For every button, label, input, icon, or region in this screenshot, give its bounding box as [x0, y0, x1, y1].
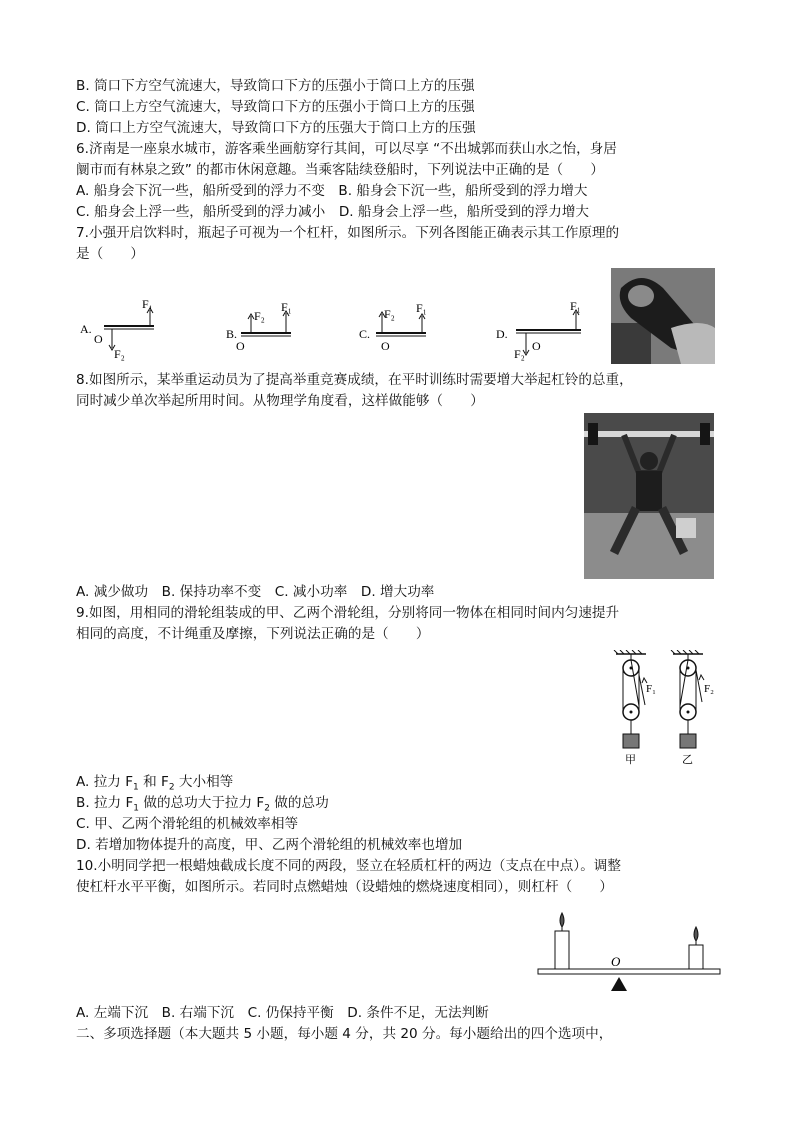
q10-candle-lever-diagram: [536, 905, 726, 997]
section2-heading: 二、多项选择题（本大题共 5 小题，每小题 4 分，共 20 分。每小题给出的四个选项中，: [76, 1026, 613, 1042]
q9-option-c: C. 甲、乙两个滑轮组的机械效率相等: [76, 816, 299, 832]
q9b-sub1: 1: [133, 803, 140, 814]
weightlifter-photo: [584, 413, 714, 579]
q9a-mid: 和 F: [138, 774, 169, 790]
q7-a-o: O: [94, 332, 103, 346]
q7-b-o: O: [236, 339, 245, 353]
q7-c-f2: F₂: [384, 307, 395, 321]
q7-diagram-b: [226, 300, 292, 353]
q10-stem-line1: 10.小明同学把一根蜡烛截成长度不同的两段，竖立在轻质杠杆的两边（支点在中点）。调整: [76, 858, 621, 874]
q8-options: A. 减少做功 B. 保持功率不变 C. 减小功率 D. 增大功率: [76, 584, 435, 600]
q7-stem-line2: 是（ ）: [76, 246, 144, 262]
q6-options-ab: A. 船身会下沉一些，船所受到的浮力不变 B. 船身会下沉一些，船所受到的浮力增大: [76, 183, 588, 199]
q7-b-f2: F₂: [254, 309, 265, 323]
q7-a-f1: F₁: [142, 298, 153, 311]
q9b-post: 做的总功: [269, 795, 329, 811]
pulley-system-jia: [623, 654, 656, 765]
q9-pulley-diagram: [598, 650, 723, 765]
q8-stem-line1: 8.如图所示，某举重运动员为了提高举重竞赛成绩，在平时训练时需要增大举起杠铃的总重，: [76, 372, 633, 388]
q10-o: O: [611, 954, 621, 969]
q7-a-f2: F₂: [114, 347, 125, 361]
bottle-opener-photo: [611, 268, 715, 364]
q6-options-cd: C. 船身会上浮一些，船所受到的浮力减小 D. 船身会上浮一些，船所受到的浮力增大: [76, 204, 590, 220]
q7-c-o: O: [381, 339, 390, 353]
pulley-system-yi: [680, 654, 714, 765]
q9b-pre: B. 拉力 F: [76, 795, 134, 811]
q7-label-a: A.: [80, 322, 92, 336]
left-flame-icon: [560, 913, 564, 927]
q7-label-d: D.: [496, 327, 508, 341]
ceiling-yi: [671, 650, 703, 654]
q10-options: A. 左端下沉 B. 右端下沉 C. 仍保持平衡 D. 条件不足，无法判断: [76, 1005, 489, 1021]
q9-label-jia: 甲: [625, 754, 636, 765]
q9-stem-line1: 9.如图，用相同的滑轮组装成的甲、乙两个滑轮组，分别将同一物体在相同时间内匀速提升: [76, 605, 620, 621]
q6-stem-line1: 6.济南是一座泉水城市，游客乘坐画舫穿行其间，可以尽享 “不出城郭而获山水之怡，身居: [76, 141, 617, 157]
q9-f2: F₂: [704, 683, 714, 695]
q7-b-f1: F₁: [281, 300, 292, 314]
q9a-sub2: 2: [168, 782, 175, 793]
q7-d-f2: F₂: [514, 347, 525, 361]
left-candle: [555, 931, 569, 969]
q7-d-o: O: [532, 339, 541, 353]
q7-c-f1: F₁: [416, 301, 427, 315]
right-candle: [689, 945, 703, 969]
q7-lever-diagrams: [76, 298, 596, 368]
right-flame-icon: [694, 927, 698, 941]
q9a-pre: A. 拉力 F: [76, 774, 134, 790]
q9-stem-line2: 相同的高度，不计绳重及摩擦，下列说法正确的是（ ）: [76, 626, 430, 642]
q7-d-f1: F₁: [570, 299, 581, 313]
q6-stem-line2: 阛市而有林泉之致” 的都市休闲意趣。当乘客陆续登船时，下列说法中正确的是（ ）: [76, 162, 604, 178]
q5-option-c: C. 筒口上方空气流速大，导致筒口下方的压强小于筒口上方的压强: [76, 99, 475, 115]
lever-bar: [538, 969, 720, 974]
q9b-mid: 做的总功大于拉力 F: [139, 795, 265, 811]
q7-label-c: C.: [359, 327, 371, 341]
q7-diagram-d: [496, 299, 581, 361]
q9-f1: F₁: [646, 683, 656, 695]
q7-label-b: B.: [226, 327, 238, 341]
q8-stem-line2: 同时减少单次举起所用时间。从物理学角度看，这样做能够（ ）: [76, 393, 484, 409]
ceiling-jia: [614, 650, 646, 654]
q9-option-d: D. 若增加物体提升的高度，甲、乙两个滑轮组的机械效率也增加: [76, 837, 463, 853]
q9-label-yi: 乙: [682, 754, 693, 765]
q5-option-b: B. 筒口下方空气流速大，导致筒口下方的压强小于筒口上方的压强: [76, 78, 475, 94]
q9a-sub1: 1: [133, 782, 139, 793]
fulcrum-icon: [611, 977, 627, 991]
q7-diagram-c: [359, 301, 427, 353]
q5-option-d: D. 筒口上方空气流速大，导致筒口下方的压强大于筒口上方的压强: [76, 120, 476, 136]
q9a-post: 大小相等: [174, 774, 234, 790]
q7-diagram-a: [80, 298, 154, 361]
q10-stem-line2: 使杠杆水平平衡，如图所示。若同时点燃蜡烛（设蜡烛的燃烧速度相同），则杠杆（ ）: [76, 879, 613, 895]
q9b-sub2: 2: [264, 803, 270, 814]
q7-stem-line1: 7.小强开启饮料时，瓶起子可视为一个杠杆，如图所示。下列各图能正确表示其工作原理的: [76, 225, 620, 241]
